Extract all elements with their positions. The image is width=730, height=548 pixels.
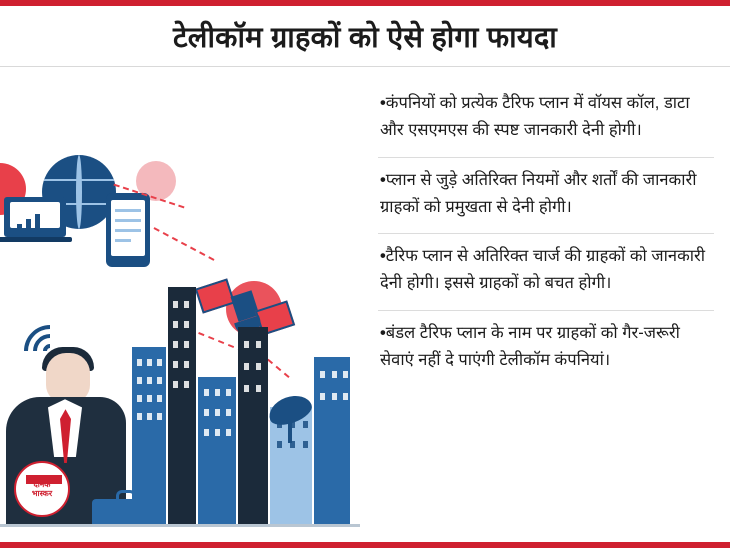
bullet-marker: •: [380, 323, 386, 342]
building: [198, 377, 236, 527]
smartphone-icon: [106, 193, 150, 267]
phone-line: [115, 209, 141, 212]
building: [314, 357, 350, 527]
phone-line: [115, 219, 141, 222]
list-item-text: टैरिफ प्लान से अतिरिक्त चार्ज की ग्राहकों को जानकारी देनी होगी। इससे ग्राहकों को बचत होगी।: [380, 247, 706, 293]
businessman-head: [46, 353, 90, 403]
list-item: [378, 311, 714, 386]
list-item: [378, 158, 714, 234]
bullet-marker: •: [380, 170, 386, 189]
list-item-text: बंडल टैरिफ प्लान के नाम पर ग्राहकों को गैर-जरूरी सेवाएं नहीं दे पाएंगी टेलीकॉम कंपनियां।: [380, 323, 680, 369]
briefcase-icon: [92, 499, 160, 527]
briefcase-handle: [116, 490, 136, 500]
signal-path: [154, 227, 215, 261]
list-item-text: कंपनियों को प्रत्येक टैरिफ प्लान में वॉयस कॉल, डाटा और एसएमएस की स्पष्ट जानकारी देनी होगी।: [380, 94, 690, 140]
logo-line-2: भास्कर: [31, 489, 53, 499]
list-item: [378, 81, 714, 157]
page-title: टेलीकॉम ग्राहकों को ऐसे होगा फायदा: [172, 22, 558, 54]
laptop-chart-bar: [26, 219, 31, 232]
logo-bar: [26, 475, 62, 484]
list-item: [378, 234, 714, 310]
list-item-text: प्लान से जुड़े अतिरिक्त नियमों और शर्तों की जानकारी ग्राहकों को प्रमुखता से देनी होगी।: [380, 170, 697, 216]
satellite-dish-icon: [268, 397, 314, 427]
building: [238, 327, 268, 527]
laptop-icon: [4, 197, 66, 237]
building: [168, 287, 196, 527]
ground-line: [0, 524, 360, 527]
bullet-marker: •: [380, 94, 386, 113]
laptop-chart-bar: [35, 214, 40, 232]
bullet-marker: •: [380, 247, 386, 266]
bullet-list: [360, 67, 730, 527]
illustration: [0, 67, 360, 527]
content-area: [0, 67, 730, 527]
phone-line: [115, 229, 141, 232]
dish-pole: [288, 417, 292, 443]
publisher-logo: [14, 461, 70, 517]
laptop-base: [0, 237, 72, 242]
phone-line: [115, 239, 131, 242]
laptop-chart-bar: [17, 224, 22, 232]
globe-meridian: [76, 155, 82, 229]
satellite-panel: [195, 279, 235, 314]
